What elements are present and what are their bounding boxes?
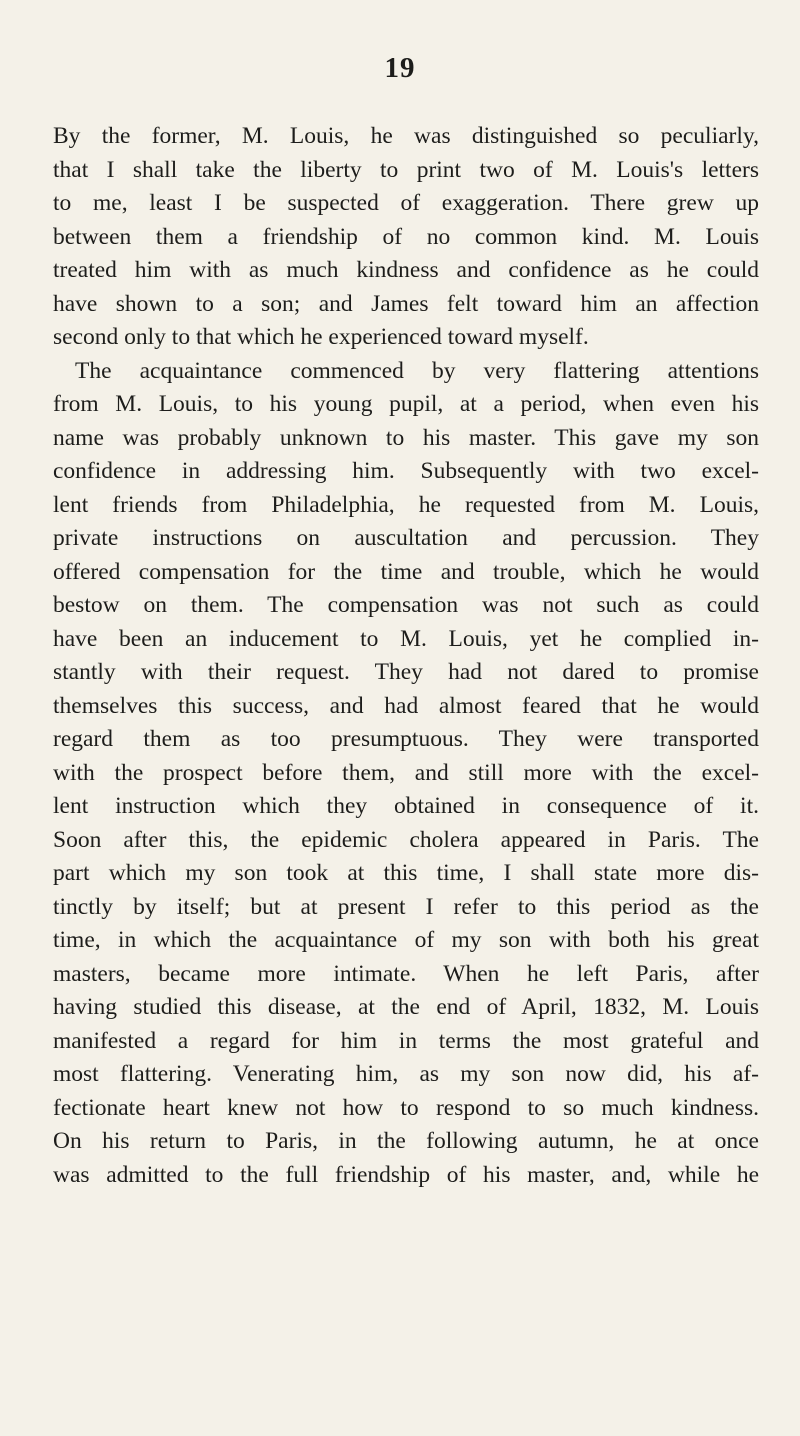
text-line: tinctly by itself; but at present I refer to this period as the: [53, 893, 759, 920]
text-line: have been an inducement to M. Louis, yet he complied in-: [53, 625, 759, 652]
text-line: By the former, M. Louis, he was distinguished so peculiarly,: [53, 123, 759, 149]
text-line: have shown to a son; and James felt toward him an affection: [53, 290, 759, 317]
text-line: between them a friendship of no common kind. M. Louis: [53, 223, 759, 250]
text-line: The acquaintance commenced by very flattering attentions: [75, 357, 759, 384]
text-line: Soon after this, the epidemic cholera appeared in Paris. The: [53, 826, 759, 853]
text-line: lent friends from Philadelphia, he requested from M. Louis,: [53, 491, 759, 518]
text-line: regard them as too presumptuous. They were transported: [53, 726, 759, 752]
text-line: bestow on them. The compensation was not such as could: [53, 592, 759, 618]
text-line: from M. Louis, to his young pupil, at a period, when even his: [53, 391, 759, 417]
text-line: having studied this disease, at the end of April, 1832, M. Louis: [53, 994, 759, 1020]
page-number: 19: [384, 52, 416, 84]
text-line: On his return to Paris, in the following autumn, he at once: [53, 1128, 759, 1154]
text-line: manifested a regard for him in terms the most grateful and: [53, 1027, 759, 1054]
text-line: confidence in addressing him. Subsequently with two excel-: [53, 458, 759, 484]
text-line: that I shall take the liberty to print two of M. Louis's letters: [53, 156, 759, 183]
text-line: fectionate heart knew not how to respond to so much kindness.: [53, 1094, 759, 1121]
text-line: masters, became more intimate. When he left Paris, after: [53, 960, 759, 987]
text-line: second only to that which he experienced toward myself.: [53, 324, 589, 350]
text-line: stantly with their request. They had not dared to promise: [53, 659, 759, 685]
text-line: name was probably unknown to his master. This gave my son: [53, 424, 759, 451]
text-line: to me, least I be suspected of exaggeration. There grew up: [53, 190, 759, 216]
text-line: themselves this success, and had almost feared that he would: [53, 692, 759, 719]
body-text: [53, 120, 759, 1192]
text-line: with the prospect before them, and still more with the excel-: [53, 759, 759, 786]
text-line: time, in which the acquaintance of my son with both his great: [53, 927, 759, 953]
text-line: part which my son took at this time, I shall state more dis-: [53, 860, 759, 886]
text-line: lent instruction which they obtained in consequence of it.: [53, 793, 759, 819]
text-line: private instructions on auscultation and percussion. They: [53, 525, 759, 551]
text-line: was admitted to the full friendship of his master, and, while he: [53, 1161, 759, 1188]
text-line: most flattering. Venerating him, as my son now did, his af-: [53, 1061, 759, 1087]
text-line: offered compensation for the time and trouble, which he would: [53, 558, 759, 585]
text-line: treated him with as much kindness and confidence as he could: [53, 257, 759, 283]
